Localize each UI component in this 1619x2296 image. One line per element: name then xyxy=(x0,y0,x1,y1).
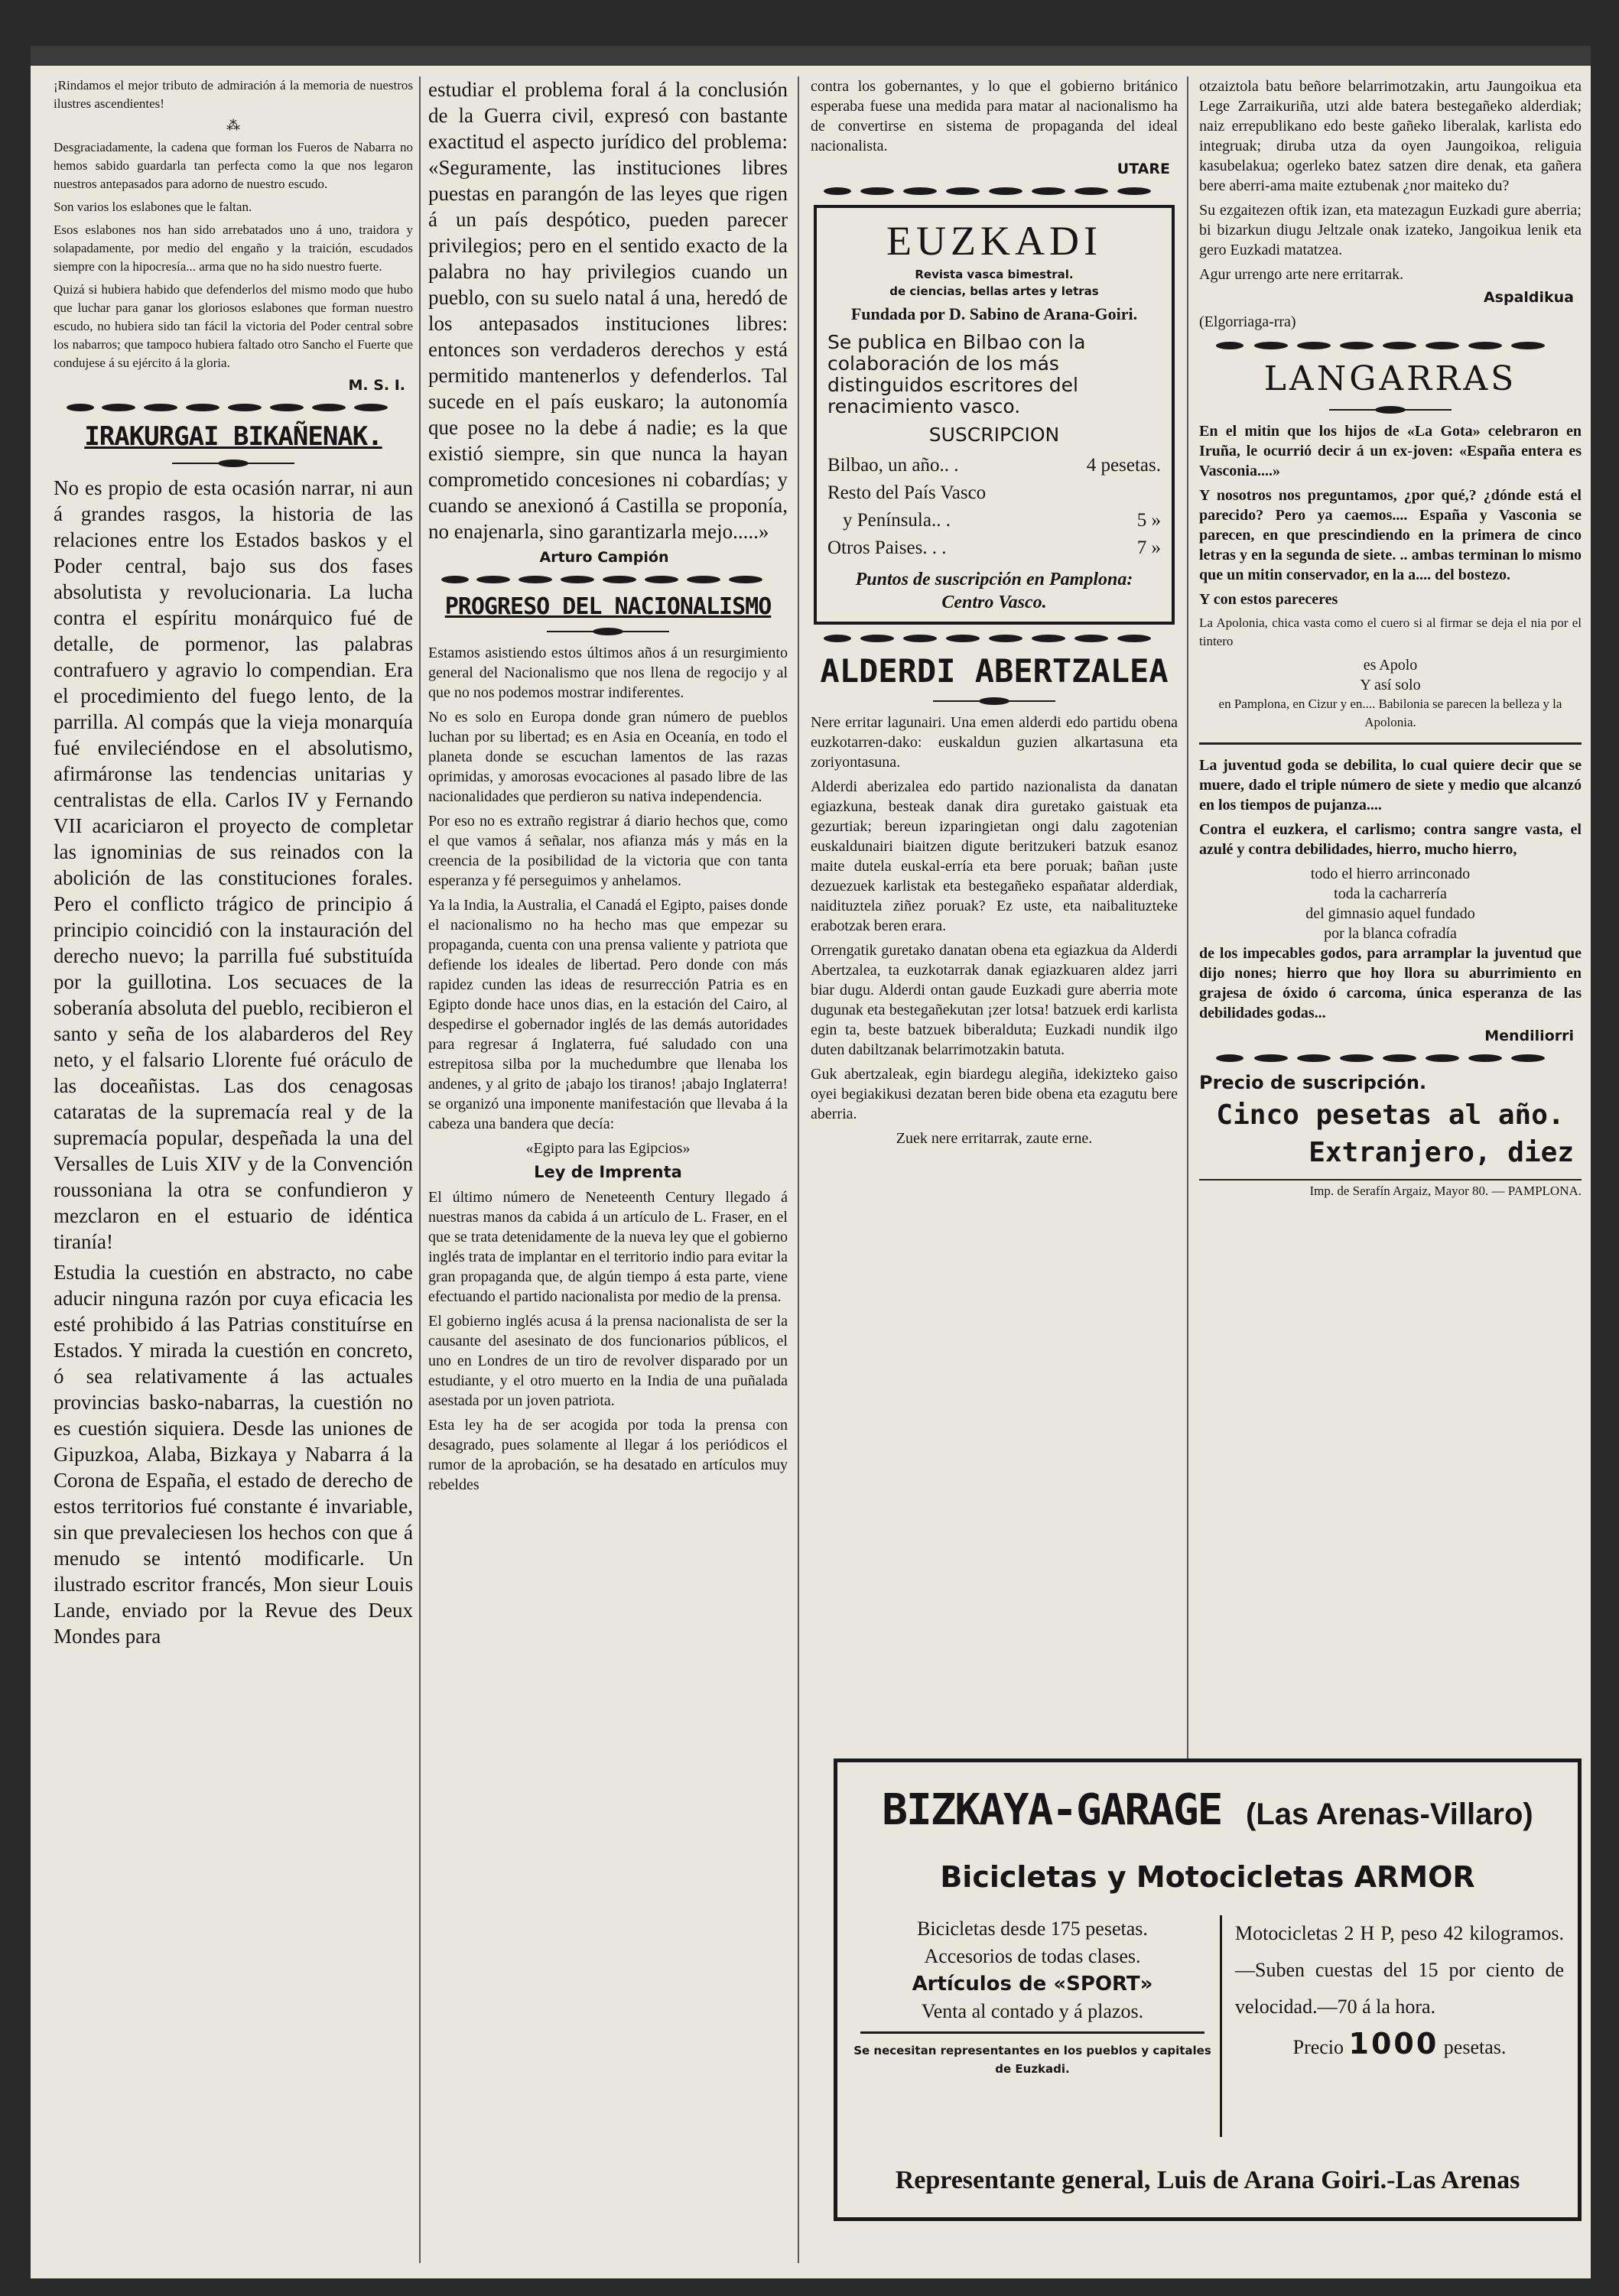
price-value: 4 pesetas. xyxy=(1086,455,1161,476)
paragraph: contra los gobernantes, y lo que el gobierno británico esperaba fuese una medida para matar al nacionalismo ha de convertirse en sistema de propaganda del ideal nacionalista. xyxy=(811,78,1178,154)
paragraph: de los impecables godos, para arramplar la juventud que dijo nones; hierro que hoy llora su aburrimiento en grajesa de óxido ó carcoma, única esperanza de las debilidades godas... xyxy=(1199,945,1582,1021)
paragraph: Son varios los eslabones que le faltan. xyxy=(54,200,252,214)
euzkadi-ad-box xyxy=(814,205,1175,625)
ornament-small xyxy=(547,628,669,635)
price-row xyxy=(827,452,1161,479)
paragraph: La juventud goda se debilita, lo cual quiere decir que se muere, dado el triple número de siete y medio que alcanzó en los tiempos de pujanza.... xyxy=(1199,757,1582,814)
paragraph: Contra el euzkera, el carlismo; contra sangre vasta, el azulé y contra debilidades, hierro, mucho hierro, xyxy=(1199,821,1582,858)
price-label: y Península.. . xyxy=(843,510,951,531)
article-body: estudiar el problema foral á la conclusión de la Guerra civil, expresó con bastante exactitud el aspecto jurídico del problema: «Seguramente, las instituciones libres puestas en parangón de las leyes que rigen á un país despótico, pueden parecer privilegios; pero en el sentido exacto de la palabra no hay privilegios cuando un pueblo, con su suelo natal á una, heredó de los antepasados instituciones libres: entonces son verdaderos derechos y está permitido mantenerlos y defenderlos. Tal sucede en el país euskaro; la autonomía que posee no la debe á nadie; es la que existió siempre, sin que nunca la hayan comprometido concesiones ni cobardías; y cuando se anexionó á Castilla se proponía, no enajenarla, sino garantizarla mejo.....» xyxy=(428,78,788,543)
column-rule xyxy=(798,76,799,2263)
paragraph: Guk abertzaleak, egin biardegu alegiña, idekizteko gaiso oyei begiakikusi dezatan beren bide obena eta ezagutu bere aberria. xyxy=(811,1066,1178,1122)
paragraph: Estamos asistiendo estos últimos años á un resurgimiento general del Nacionalismo que nos llena de regocijo y al que no nos podemos mostrar indiferentes. xyxy=(428,645,788,701)
price-label: Bilbao, un año.. . xyxy=(827,455,959,476)
paragraph: El gobierno inglés acusa á la prensa nacionalista de ser la causante del asesinato de dos funcionarios públicos, el uno en Londres de un tiro de revolver disparado por un estudiante, y el otro muerto en la India de una puñalada asestada por un joven patriota. xyxy=(428,1313,788,1409)
garage-note: Se necesitan representantes en los pueblos y capitales de Euzkadi. xyxy=(853,2044,1211,2076)
subheading-ley: Ley de Imprenta xyxy=(534,1163,682,1181)
ornament-small xyxy=(172,460,294,467)
column-2 xyxy=(428,76,788,2271)
price-label: Resto del País Vasco xyxy=(827,482,987,503)
paragraph: Su ezgaitezen oftik izan, eta matezagun Euzkadi gure aberria; bi bizarkun diugu Jeltzale onak izateko, Jangoikua lenik eta gero Euzkadi matatzea. xyxy=(1199,202,1582,258)
ornament-divider xyxy=(822,632,1166,645)
article-body: No es propio de esta ocasión narrar, ni aun á grandes rasgos, la historia de las relaciones entre los Estados baskos y el Poder central, bajo sus dos fases absolutista y revolucionaria. La lucha contra el espíritu monárquico fué de detalle, de pormenor, las palabras contrafuero y agravio lo compendian. Era el procedimiento del fuego lento, de la parrilla. Al compás que la vieja monarquía fué envileciéndose en el absolutismo, afirmáronse las tendencias unitarias y centralistas de ella. Carlos IV y Fernando VII acariciaron el proyecto de completar las ignominias de sus reinados con la abolición de las constituciones forales. Pero el conflicto trágico de principio á principio coincidió con la instauración del derecho nuevo; la parrilla fué substituída por la guillotina. Los secuaces de la soberanía absoluta del pueblo, recibieron el santo y seña de los alabarderos del Rey neto, y el falsario Llorente fué oráculo de las doceañistas. Las dos cenagosas cataratas de la supremacía real y de la supremacía popular, despeñada la una del Versalles de Luis XIV y de la Convención roussoniana la otra se confundieron y mezclaron en el estuario de idéntica tiranía! xyxy=(54,476,413,1253)
ad-line: Venta al contado y á plazos. xyxy=(921,2000,1144,2022)
place-name: (Elgorriaga-rra) xyxy=(1199,313,1296,330)
signature: UTARE xyxy=(1117,161,1170,177)
garage-subtitle: Bicicletas y Motocicletas ARMOR xyxy=(940,1860,1475,1894)
price-value: 7 » xyxy=(1136,537,1161,558)
price-row xyxy=(827,479,1161,507)
paragraph: Alderdi aberizalea edo partido nazionalista da danatan egiazkuna, besteak danak dira guretako gaistuak eta gezurtiak; bereun izparingietan ongi dalu zagotenian euskaldunairi biaitzen digute beritzukeri batzuk esanoz maite dutela euskal-erría eta bere poruak; bañan ¡uste dezuezuek karlistak eta bestegañeko españatar alderdiak, naidituztela ziñez poruak? Ez uste, eta naibalituzteke erabotzak beren erara. xyxy=(811,778,1178,934)
paragraph: Por eso no es extraño registrar á diario hechos que, como el que vamos á señalar, nos afianza más y más en la creencia de la posibilidad de la victoria que con tanta esperanza y fé perseguimos y anhelamos. xyxy=(428,813,788,889)
paragraph: Zuek nere erritarrak, zaute erne. xyxy=(896,1130,1093,1147)
subscription-price: Cinco pesetas al año. xyxy=(1216,1099,1565,1131)
garage-title xyxy=(837,1785,1578,1835)
euzkadi-subscription-heading: SUSCRIPCION xyxy=(928,424,1060,446)
ornament-divider xyxy=(1214,339,1566,352)
paragraph: En el mitin que los hijos de «La Gota» celebraron en Iruña, le ocurrió decir á un ex-joven: «España entera es Vasconia....» xyxy=(1199,423,1582,479)
paragraph: Esta ley ha de ser acogida por toda la prensa con desagrado, pues solamente al llegar á los periódicos el rumor de la aprobación, se ha desatado en artículos muy rebeldes xyxy=(428,1417,788,1493)
paragraph: Quizá si hubiera habido que defenderlos del mismo modo que hubo que luchar para ganar los gloriosos eslabones que forman nuestro escudo, no hubiera sido tan fácil la victoria del Poder central sobre los nabarros; que tampoco hubiera faltado otro Sancho el Fuerte que condujese á su ejército á la gloria. xyxy=(54,282,413,370)
verse-line: es Apolo xyxy=(1363,657,1418,674)
garage-place: (Las Arenas-Villaro) xyxy=(1246,1798,1533,1831)
ornament-small xyxy=(1329,406,1452,414)
section-stars: ⁂ xyxy=(226,118,240,133)
garage-representative: Representante general, Luis de Arana Goiri.-Las Arenas xyxy=(895,2166,1520,2194)
euzkadi-title: EUZKADI xyxy=(886,218,1102,264)
column-rule xyxy=(1187,76,1188,1781)
column-rule xyxy=(419,76,421,2263)
price-label: Otros Paises. . . xyxy=(827,537,947,558)
paragraph: Desgraciadamente, la cadena que forman los Fueros de Nabarra no hemos sabido guardarla tan perfecta como la que nos legaron nuestros antepasados para adorno de nuestro escudo. xyxy=(54,140,413,191)
verse-line: toda la cacharrería xyxy=(1334,885,1447,902)
paragraph: Y con estos pareceres xyxy=(1199,591,1338,608)
ad-line: Bicicletas desde 175 pesetas. xyxy=(917,1918,1148,1940)
garage-name: BIZKAYA-GARAGE xyxy=(882,1785,1222,1835)
euzkadi-founder: Fundada por D. Sabino de Arana-Goiri. xyxy=(850,304,1138,323)
newspaper-page xyxy=(31,46,1591,2278)
ad-rule xyxy=(860,2031,1204,2034)
paragraph: otzaiztola batu beñore belarrimotzakin, artu Jaungoikua eta Lege Zarraikuriña, utzi alde batera bestegañeko alderdiak; naiz errepublikano edo beste gañeko liberalak, karlista edo integruak; diruba utza da oyen Jaungoikoa, religuia kasubelakua; ogerleko batez satzen dire denak, eta gañera bere aberri-ama maite eztubenak ¿nor maiteko du? xyxy=(1199,78,1582,194)
heading-progreso: PROGRESO DEL NACIONALISMO xyxy=(444,593,772,620)
price-value: 5 » xyxy=(1136,510,1161,531)
signature: Arturo Campión xyxy=(539,549,669,566)
opening-line: ¡Rindamos el mejor tributo de admiración á la memoria de nuestros ilustres ascendientes! xyxy=(54,78,413,111)
ornament-divider xyxy=(1214,1052,1566,1064)
subscription-foreign: Extranjero, diez xyxy=(1309,1137,1574,1168)
ad-line: Artículos de «SPORT» xyxy=(912,1973,1153,1996)
paragraph: Esos eslabones nos han sido arrebatados uno á uno, traidora y solapadamente, por medio del engaño y la traición, escudados siempre con la hipocresía... arma que no ha sido nuestro fuerte. xyxy=(54,222,413,274)
paragraph: La Apolonia, chica vasta como el cuero si al firmar se deja el nia por el tintero xyxy=(1199,615,1582,648)
euzkadi-description: Se publica en Bilbao con la colaboración de los más distinguidos escritores del renacimiento vasco. xyxy=(827,331,1086,417)
verse-line: Y así solo xyxy=(1360,677,1421,693)
price-label: Precio xyxy=(1292,2036,1344,2058)
garage-bicycles xyxy=(853,1915,1212,2160)
euzkadi-subtitle: de ciencias, bellas artes y letras xyxy=(889,284,1099,298)
ad-line: Accesorios de todas clases. xyxy=(924,1945,1141,1967)
paragraph: Y nosotros nos preguntamos, ¿por qué,? ¿dónde está el parecido? Pero ya caemos.... España y Vasconia se parecen, en que prescindiendo en la primera de cinco letras y en la segunda de siete. .. ambas terminan lo mismo que un mitin conservador, en la a.... del bostezo. xyxy=(1199,487,1582,583)
ad-text: Motocicletas 2 H P, peso 42 kilogramos.—Suben cuestas del 15 por ciento de velocidad.—70 á la hora. xyxy=(1235,1922,1564,2018)
price-line xyxy=(1235,2027,1564,2061)
article-body: Estudia la cuestión en abstracto, no cabe aducir ninguna razón por cuya eficacia les esté prohibido á las Patrias constituírse en Estados. Y mirada la cuestión en concreto, ó sea relativamente á las actuales provincias basko-nabarras, la cuestión no es cuestión siquiera. Desde las uniones de Gipuzkoa, Alaba, Bizkaya y Nabarra á la Corona de España, el estado de derecho de estos territorios fué constante é invariable, sin que prevaleciesen los hechos con que á menudo se intentó modificarle. Un ilustrado escritor francés, Mon sieur Louis Lande, enviado por la Revue des Deux Mondes para xyxy=(54,1261,413,1648)
paragraph: Ya la India, la Australia, el Canadá el Egipto, paises donde el nacionalismo no ha hecho mas que empezar su propaganda, cuenta con una prensa valiente y patriota que defiende los ideales de libertad. Pero donde con más rapidez cunden las ideas de resurrección Patria es en Egipto donde hace unos dias, en la estación del Cairo, al despedirse el gobernador inglés de las demás autoridades para regresar á Inglaterra, fué saludado con una estrepitosa silba por la muchedumbre que llenaba los andenes, y al grito de ¡abajo los tiranos! ¡abajo Inglaterra! se organizó una imponente manifestación que llevaba á la cabeza una bandera que decía: xyxy=(428,897,788,1132)
section-rule xyxy=(1199,742,1582,745)
heading-langarras: LANGARRAS xyxy=(1263,359,1517,398)
verse-line: todo el hierro arrinconado xyxy=(1310,865,1471,882)
garage-motorcycles xyxy=(1235,1915,1564,2160)
signature: Aspaldikua xyxy=(1483,289,1574,306)
paragraph: en Pamplona, en Cizur y en.... Babilonia se parecen la belleza y la Apolonia. xyxy=(1218,697,1562,729)
paragraph: Nere erritar lagunairi. Una emen alderdi edo partidu obena euzkotarren-dako: euskaldun guzien alkartasuna eta zoriyontasuna. xyxy=(811,714,1178,771)
heading-alderdi: ALDERDI ABERTZALEA xyxy=(820,652,1169,690)
ornament-divider xyxy=(822,185,1166,197)
garage-ad-box xyxy=(834,1759,1582,2221)
printer-imprint: Imp. de Serafín Argaiz, Mayor 80. — PAMPLONA. xyxy=(1199,1179,1582,1199)
quote: «Egipto para las Egipcios» xyxy=(525,1140,691,1157)
page-top-edge xyxy=(31,46,1591,66)
euzkadi-subtitle: Revista vasca bimestral. xyxy=(915,268,1074,281)
paragraph: Orrengatik guretako danatan obena eta egiazkua da Alderdi Abertzalea, ta euzkotarrak danak egiazkuaren aldez jarri biar dugu. Alderdi ontan gaude Euzkadi gure aberria mote dugunak eta bestegañekutan ¡zer lotsa! batzuek erdi karlista egin ta, beste batzuek biberalduta; Euzkadi nundik ilgo duten dabiltzanak belarrimotzakin batuta. xyxy=(811,942,1178,1058)
price-row xyxy=(827,507,1161,534)
price-unit: pesetas. xyxy=(1443,2036,1507,2058)
ad-divider xyxy=(1220,1915,1222,2137)
ornament-divider xyxy=(65,401,401,414)
paragraph: No es solo en Europa donde gran número de pueblos luchan por su libertad; es en Asia en Oceanía, en todo el planeta donde se escuchan lamentos de las razas oprimidas, y amorosas evocaciones al pasado libre de las nacionalidades que perdieron su nativa independencia. xyxy=(428,709,788,805)
price-value: 1000 xyxy=(1348,2027,1439,2061)
verse-line: por la blanca cofradía xyxy=(1324,925,1457,942)
euzkadi-points: Puntos de suscripción en Pamplona: Centro Vasco. xyxy=(855,570,1133,612)
paragraph: El último número de Neneteenth Century llegado á nuestras manos da cabida á un artículo de L. Fraser, en el que se trata detenidamente de la nueva ley que el gobierno inglés trata de implantar en el territorio indio para evitar la gran propaganda que, de algún tiempo á esta parte, viene efectuando el partido nacionalista por medio de la prensa. xyxy=(428,1189,788,1305)
subscription-price-heading: Precio de suscripción. xyxy=(1199,1072,1427,1093)
heading-irakurgai: IRAKURGAI BIKAÑENAK. xyxy=(84,421,382,452)
ornament-divider xyxy=(440,573,776,586)
verse-line: del gimnasio aquel fundado xyxy=(1305,905,1475,922)
column-1 xyxy=(54,76,413,2271)
ornament-small xyxy=(933,697,1055,705)
paragraph: Agur urrengo arte nere erritarrak. xyxy=(1199,266,1404,283)
signature: M. S. I. xyxy=(348,377,405,394)
price-row xyxy=(827,534,1161,562)
signature: Mendiliorri xyxy=(1484,1028,1574,1044)
